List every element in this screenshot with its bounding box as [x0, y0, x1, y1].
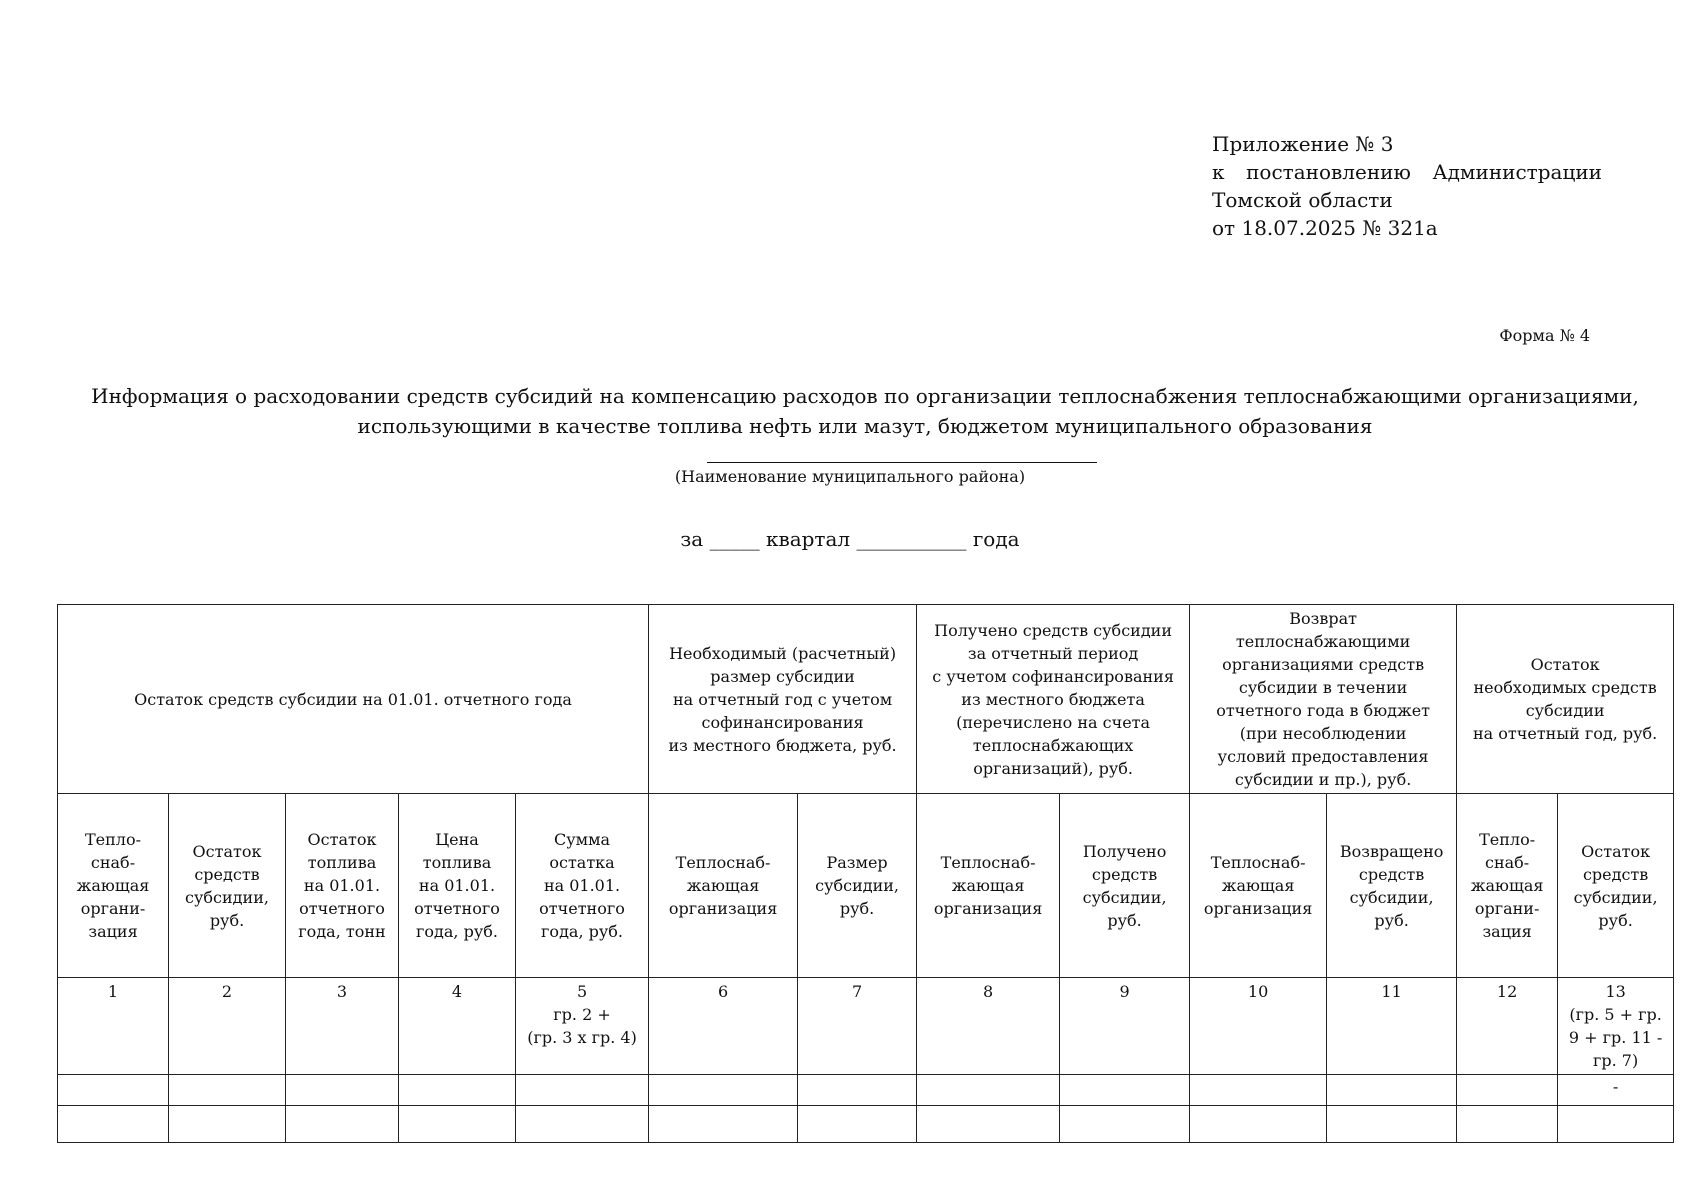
table-row — [58, 1106, 1674, 1143]
column-number: 6 — [649, 978, 798, 1075]
appendix-date: от 18.07.2025 № 321а — [1212, 216, 1438, 240]
column-header: Сумма остатка на 01.01. отчетного года, руб. — [516, 794, 649, 978]
table-cell[interactable] — [1060, 1106, 1190, 1143]
table-cell[interactable] — [917, 1075, 1060, 1106]
column-number: 8 — [917, 978, 1060, 1075]
appendix-region: Томской области — [1212, 188, 1393, 212]
column-header: Возвращено средств субсидии, руб. — [1327, 794, 1457, 978]
group-header-balance: Остаток средств субсидии на 01.01. отчетного года — [58, 605, 649, 794]
column-number: 5 гр. 2 + (гр. 3 х гр. 4) — [516, 978, 649, 1075]
subsidy-table — [57, 604, 1674, 1143]
table-cell[interactable] — [1190, 1075, 1327, 1106]
municipality-caption: (Наименование муниципального района) — [674, 467, 1026, 486]
column-header: Цена топлива на 01.01. отчетного года, руб. — [399, 794, 516, 978]
column-header: Размер субсидии, руб. — [798, 794, 917, 978]
group-header-returned: Возврат теплоснабжающими организациями средств субсидии в течении отчетного года в бюджет (при несоблюдении условий предоставления субсидии и пр.), руб. — [1190, 605, 1457, 794]
appendix-block — [1212, 130, 1602, 242]
table-row — [58, 1075, 1674, 1106]
column-header-row — [58, 794, 1674, 978]
table-cell[interactable] — [58, 1075, 169, 1106]
table-cell[interactable] — [649, 1075, 798, 1106]
column-number: 10 — [1190, 978, 1327, 1075]
table-cell[interactable] — [1327, 1106, 1457, 1143]
table-cell[interactable] — [798, 1075, 917, 1106]
column-number-row — [58, 978, 1674, 1075]
column-header: Теплоснаб- жающая организация — [1190, 794, 1327, 978]
table-cell[interactable] — [917, 1106, 1060, 1143]
table-cell[interactable] — [286, 1075, 399, 1106]
column-header: Остаток средств субсидии, руб. — [1558, 794, 1674, 978]
table-cell[interactable] — [399, 1075, 516, 1106]
table-cell[interactable] — [58, 1106, 169, 1143]
group-header-received: Получено средств субсидии за отчетный период с учетом софинансирования из местного бюджета (перечислено на счета теплоснабжающих организаций), руб. — [917, 605, 1190, 794]
appendix-resolution: к постановлению Администрации — [1212, 160, 1602, 184]
column-number: 13 (гр. 5 + гр. 9 + гр. 11 - гр. 7) — [1558, 978, 1674, 1075]
column-number: 2 — [169, 978, 286, 1075]
table-cell[interactable] — [1558, 1106, 1674, 1143]
table-cell[interactable] — [1327, 1075, 1457, 1106]
table-cell[interactable] — [1457, 1075, 1558, 1106]
appendix-title: Приложение № 3 — [1212, 132, 1394, 156]
table-cell[interactable] — [649, 1106, 798, 1143]
table-cell[interactable] — [798, 1106, 917, 1143]
table-cell[interactable] — [1457, 1106, 1558, 1143]
column-header: Теплоснаб- жающая организация — [649, 794, 798, 978]
form-number: Форма № 4 — [1499, 326, 1590, 345]
reporting-period: за _____ квартал ___________ года — [680, 527, 1020, 551]
table-cell[interactable] — [1060, 1075, 1190, 1106]
table-cell[interactable] — [169, 1075, 286, 1106]
document-title-line-2: использующими в качестве топлива нефть или мазут, бюджетом муниципального образования — [357, 414, 1373, 438]
group-header-row — [58, 605, 1674, 794]
table-cell[interactable] — [516, 1075, 649, 1106]
municipality-blank-line — [707, 462, 1097, 463]
column-number: 12 — [1457, 978, 1558, 1075]
table-cell[interactable] — [516, 1106, 649, 1143]
document-title-line-1: Информация о расходовании средств субсидий на компенсацию расходов по организации теплоснабжения теплоснабжающими организациями, — [91, 384, 1639, 408]
column-header: Остаток топлива на 01.01. отчетного года, тонн — [286, 794, 399, 978]
column-header: Остаток средств субсидии, руб. — [169, 794, 286, 978]
group-header-remaining: Остаток необходимых средств субсидии на отчетный год, руб. — [1457, 605, 1674, 794]
column-number: 4 — [399, 978, 516, 1075]
column-header: Получено средств субсидии, руб. — [1060, 794, 1190, 978]
column-number: 11 — [1327, 978, 1457, 1075]
group-header-required: Необходимый (расчетный) размер субсидии на отчетный год с учетом софинансирования из местного бюджета, руб. — [649, 605, 917, 794]
column-number: 3 — [286, 978, 399, 1075]
table-cell[interactable] — [286, 1106, 399, 1143]
table-cell[interactable] — [399, 1106, 516, 1143]
column-number: 7 — [798, 978, 917, 1075]
column-header: Теплоснаб- жающая организация — [917, 794, 1060, 978]
table-cell-dash[interactable]: - — [1558, 1075, 1674, 1106]
column-number: 9 — [1060, 978, 1190, 1075]
table-cell[interactable] — [1190, 1106, 1327, 1143]
table-cell[interactable] — [169, 1106, 286, 1143]
column-header: Тепло- снаб- жающая органи- зация — [58, 794, 169, 978]
column-number: 1 — [58, 978, 169, 1075]
column-header: Тепло- снаб- жающая органи- зация — [1457, 794, 1558, 978]
